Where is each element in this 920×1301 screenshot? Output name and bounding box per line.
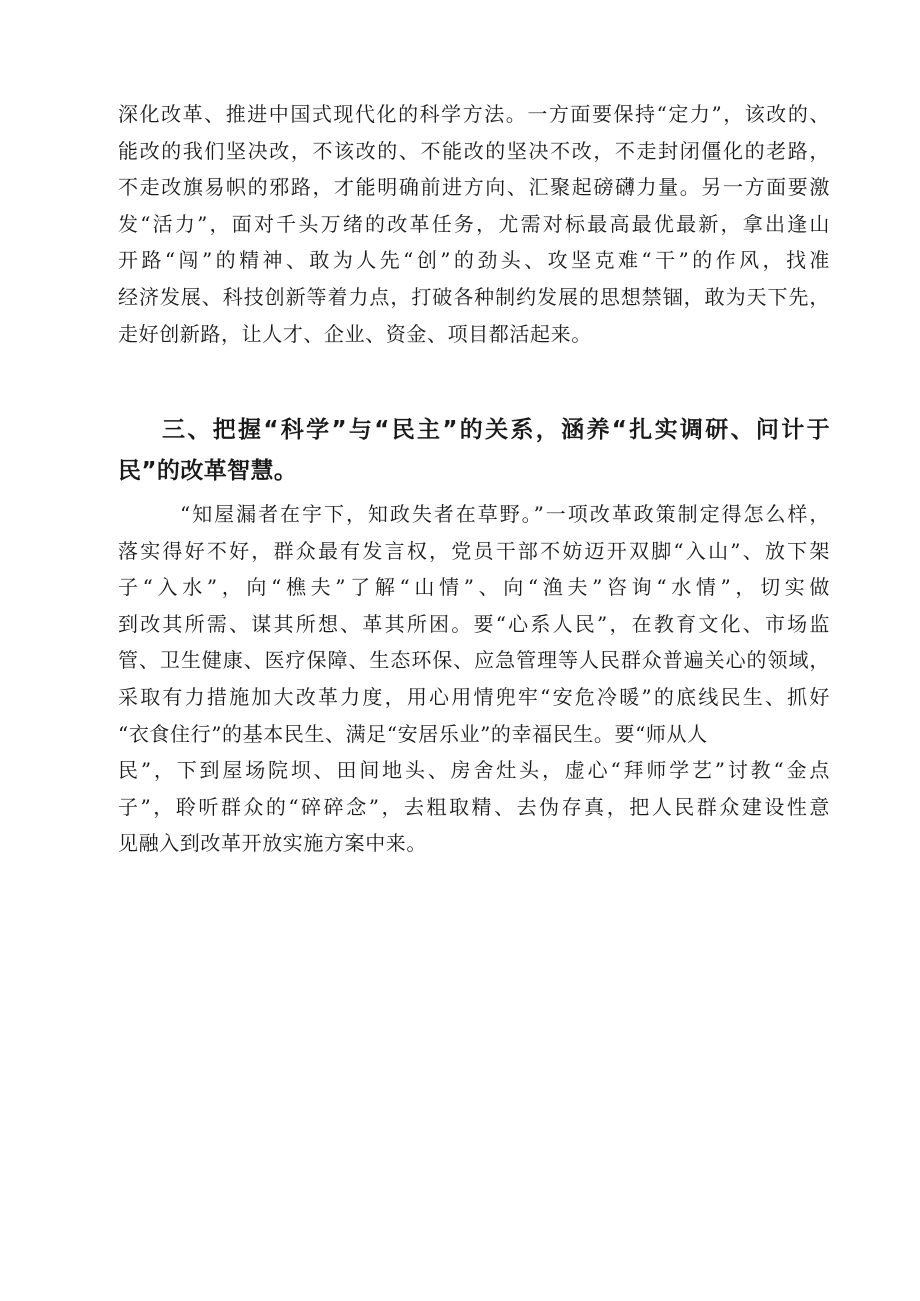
paragraph-line: 管、卫生健康、医疗保障、生态环保、应急管理等人民群众普遍关心的领域， — [118, 648, 830, 673]
paragraph-line: 民”，下到屋场院坝、田间地头、房舍灶头，虚心“拜师学艺”讨教“金点 — [118, 758, 830, 783]
paragraph-line: 见融入到改革开放实施方案中来。 — [118, 831, 427, 856]
paragraph-line: 子“入水”，向“樵夫”了解“山情”、向“渔夫”咨询“水情”，切实做 — [118, 575, 830, 600]
heading-line: 三、把握“科学”与“民主”的关系，涵养“扎实调研、问计于 — [162, 417, 830, 443]
paragraph-2 — [118, 496, 830, 862]
heading-line: 民”的改革智慧。 — [118, 458, 298, 484]
paragraph-1 — [118, 96, 830, 352]
paragraph-line: 子”，聆听群众的“碎碎念”，去粗取精、去伪存真，把人民群众建设性意 — [118, 794, 830, 819]
paragraph-line: 到改其所需、谋其所想、革其所困。要“心系人民”，在教育文化、市场监 — [118, 611, 830, 636]
paragraph-line: 经济发展、科技创新等着力点，打破各种制约发展的思想禁锢，敢为天下先， — [118, 284, 830, 309]
paragraph-line: 深化改革、推进中国式现代化的科学方法。一方面要保持“定力”，该改的、 — [118, 102, 830, 126]
paragraph-line: 采取有力措施加大改革力度，用心用情兜牢“安危冷暖”的底线民生、抓好 — [118, 684, 830, 709]
paragraph-line: “衣食住行”的基本民生、满足“安居乐业”的幸福民生。要“师从人 — [118, 721, 708, 746]
paragraph-line: 能改的我们坚决改，不该改的、不能改的坚决不改，不走封闭僵化的老路， — [118, 138, 830, 163]
paragraph-line: 发“活力”，面对千头万绪的改革任务，尤需对标最高最优最新，拿出逢山 — [118, 211, 830, 236]
paragraph-line: 不走改旗易帜的邪路，才能明确前进方向、汇聚起磅礴力量。另一方面要激 — [118, 175, 830, 200]
paragraph-line: 落实得好不好，群众最有发言权，党员干部不妨迈开双脚“入山”、放下架 — [118, 538, 830, 563]
paragraph-line: 开路“闯”的精神、敢为人先“创”的劲头、攻坚克难“干”的作风，找准 — [118, 248, 830, 273]
paragraph-line: 走好创新路，让人才、企业、资金、项目都活起来。 — [118, 321, 592, 346]
paragraph-line: “知屋漏者在宇下，知政失者在草野。”一项改革政策制定得怎么样， — [180, 502, 830, 526]
section-heading-3 — [118, 410, 830, 492]
